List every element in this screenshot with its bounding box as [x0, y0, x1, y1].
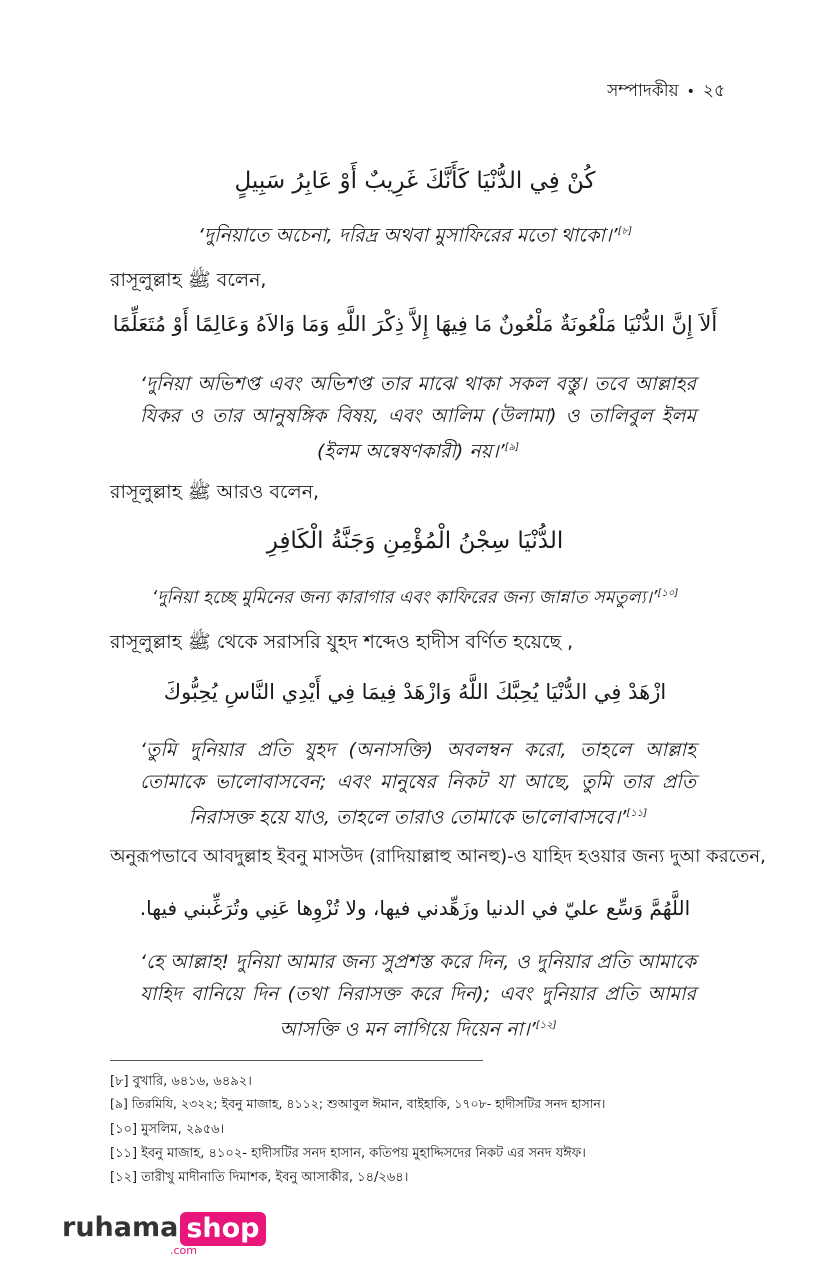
translation-3-text: ‘দুনিয়া হচ্ছে মুমিনের জন্য কারাগার এবং কাফিরের জন্য জান্নাত সমতুল্য।’ — [151, 587, 658, 608]
footnote-8: [৮] বুখারি, ৬৪১৬, ৬৪৯২। — [110, 1074, 252, 1089]
translation-1-text: ‘দুনিয়াতে অচেনা, দরিদ্র অথবা মুসাফিরের মতো থাকো।’ — [198, 224, 618, 247]
narration-4: অনুরূপভাবে আবদুল্লাহ ইবনু মাসউদ (রাদিয়াল্লাহু আনহু)-ও যাহিদ হওয়ার জন্য দুআ করতেন, — [110, 846, 766, 867]
translation-2 — [140, 368, 696, 467]
translation-1 — [110, 216, 720, 251]
page-number: ২৫ — [702, 81, 725, 101]
footnote-ref-8[interactable]: [৮] — [617, 226, 632, 237]
arabic-hadith-3: الدُّنْيَا سِجْنُ الْمُؤْمِنِ وَجَنَّةُ الْكَافِرِ — [266, 528, 564, 554]
footnote-12: [১২] তারীখু মাদীনাতি দিমাশক, ইবনু আসাকীর, ১৪/২৬৪। — [110, 1170, 409, 1185]
logo-brand: ruhama — [62, 1212, 179, 1243]
footnote-9: [৯] তিরমিযি, ২৩২২; ইবনু মাজাহ, ৪১১২; শুআবুল ঈমান, বাইহাকি, ১৭০৮- হাদীসটির সনদ হাসান। — [110, 1096, 606, 1111]
translation-4-text: ‘তুমি দুনিয়ার প্রতি যুহদ (অনাসক্তি) অবলম্বন করো, তাহলে আল্লাহ তোমাকে ভালোবাসবেন; এবং মানুষের নিকট যা আছে, তুমি তার প্রতি নিরাসক্ত হয়ে যাও, তাহলে তারাও তোমাকে ভালোবাসবে।’ — [140, 739, 696, 829]
footnote-10: [১০] মুসলিম, ২৯৫৬। — [110, 1122, 225, 1137]
footnote-ref-12[interactable]: [১২] — [535, 1020, 557, 1031]
translation-5-text: ‘হে আল্লাহ! দুনিয়া আমার জন্য সুপ্রশস্ত করে দিন, ও দুনিয়ার প্রতি আমাকে যাহিদ বানিয়ে দিন (তথা নিরাসক্ত করে দিন); এবং দুনিয়ার প্রতি আমার আসক্তি ও মন লাগিয়ে দিয়েন না।’ — [140, 951, 696, 1041]
arabic-hadith-1: كُنْ فِي الدُّنْيَا كَأَنَّكَ غَرِيبٌ أَوْ عَابِرُ سَبِيلٍ — [234, 168, 596, 194]
header-bullet: • — [686, 84, 695, 100]
running-header — [607, 78, 725, 106]
narration-3: রাসূলুল্লাহ ﷺ থেকে সরাসরি যুহদ শব্দেও হাদীস বর্ণিত হয়েছে , — [110, 631, 574, 653]
chapter-title: সম্পাদকীয় — [607, 81, 679, 101]
arabic-hadith-4: ازْهَدْ فِي الدُّنْيَا يُحِبَّكَ اللَّهُ وَازْهَدْ فِيمَا فِي أَيْدِي النَّاسِ يُحِبُّوكَ — [163, 680, 667, 704]
footnote-ref-10[interactable]: [১০] — [657, 588, 679, 599]
narration-1: রাসূলুল্লাহ ﷺ বলেন, — [110, 269, 267, 291]
footnote-11: [১১] ইবনু মাজাহ, ৪১০২- হাদীসটির সনদ হাসান, কতিপয় মুহাদ্দিসদের নিকট এর সনদ যঈফ। — [110, 1146, 586, 1161]
logo-shop: shop — [180, 1212, 265, 1246]
narration-2: রাসূলুল্লাহ ﷺ আরও বলেন, — [110, 481, 320, 503]
footnote-divider — [110, 1060, 483, 1061]
arabic-dua: اللَّهُمَّ وَسِّع عليّ في الدنيا وزَهِّدني فيها، ولا تُزْوِها عَنِي وتُرَغِّبني فيها. — [139, 896, 691, 920]
translation-3 — [110, 578, 720, 614]
logo-com: .com — [170, 1244, 197, 1257]
footnote-ref-9[interactable]: [৯] — [504, 442, 519, 453]
translation-5 — [140, 946, 696, 1045]
footnote-ref-11[interactable]: [১১] — [626, 808, 648, 819]
arabic-hadith-2: أَلاَ إِنَّ الدُّنْيَا مَلْعُونَةٌ مَلْعُونٌ مَا فِيهَا إِلاَّ ذِكْرَ اللَّهِ وَمَا وَالاَهُ وَعَالِمًا أَوْ مُتَعَلِّمًا — [112, 312, 718, 336]
translation-2-text: ‘দুনিয়া অভিশপ্ত এবং অভিশপ্ত তার মাঝে থাকা সকল বস্তু। তবে আল্লাহর যিকর ও তার আনুষঙ্গিক বিষয়, এবং আলিম (উলামা) ও তালিবুল ইলম (ইলম অন্বেষণকারী) নয়।’ — [140, 373, 696, 463]
translation-4 — [140, 734, 696, 833]
ruhamashop-logo — [62, 1212, 266, 1257]
